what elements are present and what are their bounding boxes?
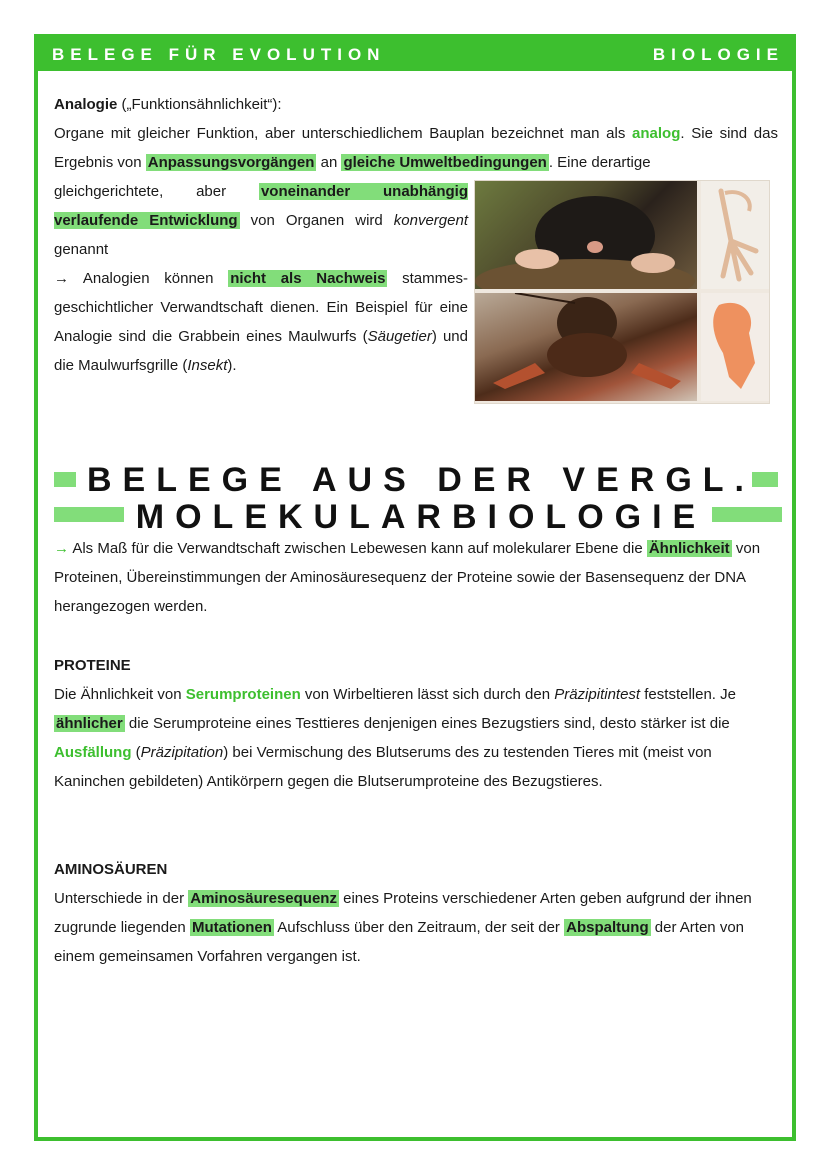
cricket-leg-drawing — [701, 293, 769, 401]
arrow-icon: → — [54, 270, 69, 287]
analogy-image-collage — [474, 180, 770, 404]
analogie-intro — [54, 90, 778, 177]
term-praezipitintest: Präzipitintest — [554, 686, 641, 703]
text: Als Maß für die Verwandtschaft zwischen Lebewesen kann auf molekularer Ebene die — [69, 540, 647, 557]
text: ) bei Vermischung des Blutserums des zu testenden Tieres mit (meist von Kaninchen gebildeten) Antikörpern gegen die Blutserumproteine des Bezugstieres. — [54, 744, 712, 790]
highlight-nachweis: nicht als Nachweis — [230, 270, 386, 287]
text: von Wirbeltieren lässt sich durch den — [300, 686, 555, 703]
proteine-section — [54, 651, 778, 796]
text: Unterschiede in der — [54, 890, 189, 907]
analogie-paragraph — [54, 119, 778, 177]
text: ). — [227, 357, 237, 374]
aminosaeuren-paragraph — [54, 884, 778, 971]
mole-paw-drawing — [701, 181, 769, 289]
highlight-umwelt: gleiche Umweltbedingungen — [343, 154, 547, 171]
text: stammesgeschichtlicher Verwandtschaft dienen. Ein Beispiel für eine Analogie sind die Grabbein eines Maulwurfs ( — [54, 270, 468, 345]
text: . Sie sind das Ergebnis von — [54, 125, 778, 171]
page-header — [38, 38, 792, 71]
analogie-term: Analogie — [54, 96, 118, 113]
aminosaeuren-section — [54, 855, 778, 971]
section-intro — [54, 534, 778, 621]
text: Organe mit gleicher Funktion, aber unterschiedlichem Bauplan bezeichnet man als — [54, 125, 633, 142]
text: genannt — [54, 241, 109, 258]
header-subject: BIOLOGIE — [652, 45, 784, 64]
text: ( — [131, 744, 141, 761]
highlight-aehnlichkeit: Ähnlichkeit — [648, 540, 730, 557]
text: ) und die Maulwurfsgrille ( — [54, 328, 468, 374]
term-konvergent: konvergent — [393, 212, 468, 229]
analogie-heading — [54, 90, 778, 119]
proteine-heading: PROTEINE — [54, 657, 131, 674]
text: von Organen wird — [239, 212, 394, 229]
text: Analogien können — [69, 270, 229, 287]
mole-photo — [475, 181, 697, 289]
term-insekt: Insekt — [187, 357, 228, 374]
keyword-serumproteinen: Serumproteinen — [185, 686, 301, 703]
text: gleichgerichtete, aber — [54, 183, 259, 200]
text: von Proteinen, Übereinstimmungen der Aminosäuresequenz der Proteine sowie der Basensequenz der DNA herangezogen werden. — [54, 540, 761, 615]
term-praezipitation: Präzipitation — [140, 744, 224, 761]
section-title-line2: MOLEKULARBIOLOGIE — [135, 498, 707, 536]
mole-cricket-photo — [475, 293, 697, 401]
keyword-analog: analog — [632, 125, 681, 142]
header-topic: BELEGE FÜR EVOLUTION — [52, 45, 386, 64]
proteine-paragraph — [54, 680, 778, 796]
keyword-ausfaellung: Ausfällung — [54, 744, 132, 761]
highlight-aehnlicher: ähnlicher — [56, 715, 123, 732]
highlight-mutationen: Mutationen — [191, 919, 272, 936]
text: eines Proteins verschiedener Arten geben aufgrund der ihnen zugrunde liegenden — [54, 890, 752, 936]
section-title-line1: BELEGE AUS DER VERGL. — [86, 461, 756, 499]
highlight-aminosaeuresequenz: Aminosäuresequenz — [190, 890, 337, 907]
text: die Serumproteine eines Testtieres denjenigen eines Bezugstiers sind, desto stärker ist die — [124, 715, 730, 732]
aminosaeuren-heading: AMINOSÄUREN — [54, 861, 168, 878]
text: feststellen. Je — [640, 686, 736, 703]
highlight-abspaltung: Abspaltung — [566, 919, 649, 936]
text: Die Ähnlichkeit von — [54, 686, 186, 703]
text: an — [316, 154, 342, 171]
highlight-anpassung: Anpassungsvorgängen — [147, 154, 315, 171]
text: . Eine derartige — [548, 154, 651, 171]
text: der Arten von einem gemeinsamen Vorfahren vergangen ist. — [54, 919, 745, 965]
arrow-icon: → — [54, 540, 69, 557]
analogie-term-rest: („Funktionsähnlichkeit“): — [117, 96, 282, 113]
page-frame — [34, 34, 796, 1141]
highlight-unabhaengig: voneinander unabhängig verlaufende Entwicklung — [54, 183, 468, 229]
term-saeugetier: Säugetier — [367, 328, 432, 345]
analogie-column — [54, 177, 468, 380]
text: Aufschluss über den Zeitraum, der seit der — [273, 919, 565, 936]
